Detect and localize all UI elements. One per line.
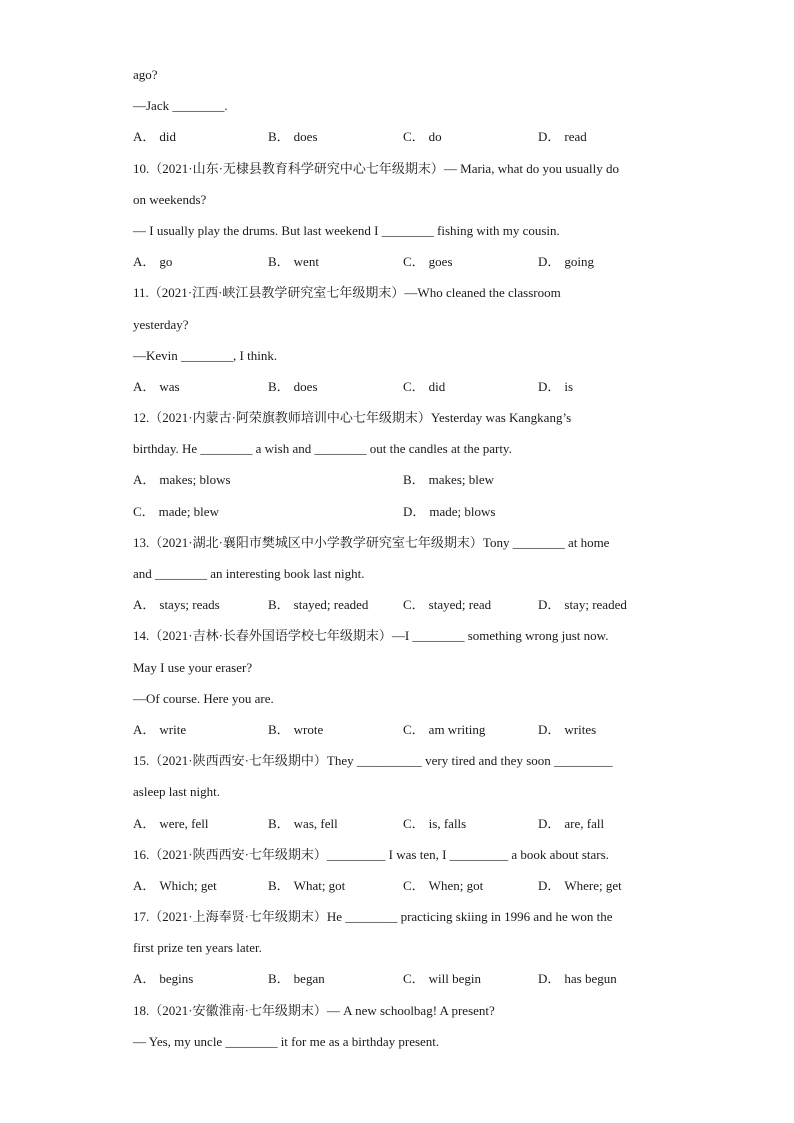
- option-text: does: [293, 378, 318, 394]
- question-block: [133, 842, 673, 904]
- question-stem-line: birthday. He ________ a wish and ________ out the candles at the party.: [133, 441, 512, 457]
- option-letter: A．: [133, 129, 156, 145]
- option-letter: D．: [538, 254, 561, 270]
- answer-option: [268, 249, 403, 280]
- options-row: [133, 499, 673, 530]
- answer-option: [538, 717, 673, 748]
- option-letter: A．: [133, 472, 156, 488]
- option-text: was, fell: [293, 815, 338, 831]
- option-letter: A．: [133, 378, 156, 394]
- answer-option: [538, 811, 673, 842]
- question-stem-line: ago?: [133, 67, 158, 82]
- answer-option: [403, 717, 538, 748]
- option-text: read: [564, 129, 587, 145]
- answer-option: [133, 592, 268, 623]
- option-text: did: [428, 378, 446, 394]
- question-stem-line: —Jack ________.: [133, 98, 228, 114]
- option-text: stayed; readed: [293, 597, 369, 613]
- option-text: has begun: [564, 971, 617, 987]
- option-text: writes: [564, 721, 597, 737]
- question-block: [133, 623, 673, 748]
- question-stem-line: and ________ an interesting book last night.: [133, 566, 365, 581]
- option-letter: A．: [133, 971, 156, 987]
- option-letter: A．: [133, 877, 156, 893]
- option-text: makes; blows: [159, 472, 231, 488]
- option-text: are, fall: [564, 815, 605, 831]
- option-letter: B．: [268, 815, 290, 831]
- option-letter: C．: [403, 721, 425, 737]
- option-text: is: [564, 378, 574, 394]
- option-text: went: [293, 254, 319, 270]
- options-row: [133, 467, 673, 498]
- option-letter: A．: [133, 597, 156, 613]
- question-stem-line: —Kevin ________, I think.: [133, 347, 278, 363]
- option-letter: C．: [403, 378, 425, 394]
- option-letter: C．: [403, 254, 425, 270]
- options-row: [133, 124, 673, 155]
- question-stem-line: —Of course. Here you are.: [133, 690, 274, 706]
- answer-option: [403, 873, 538, 904]
- option-text: What; got: [293, 877, 346, 893]
- option-text: write: [159, 721, 187, 737]
- question-stem-line: on weekends?: [133, 191, 207, 207]
- option-letter: B．: [268, 254, 290, 270]
- option-letter: C．: [403, 815, 425, 831]
- options-row: [133, 873, 673, 904]
- option-text: made; blows: [429, 503, 496, 519]
- option-text: begins: [159, 971, 194, 987]
- option-text: did: [159, 129, 177, 145]
- option-letter: B．: [268, 378, 290, 394]
- answer-option: [538, 374, 673, 405]
- option-text: Where; get: [564, 877, 622, 893]
- question-stem-line: first prize ten years later.: [133, 940, 262, 956]
- answer-option: [403, 467, 673, 498]
- answer-option: [268, 124, 403, 155]
- question-stem-line: 10.（2021·山东·无棣县教育科学研究中心七年级期末）— Maria, what do you usually do: [133, 160, 620, 176]
- question-stem-line: 13.（2021·湖北·襄阳市樊城区中小学教学研究室七年级期末）Tony ________ at home: [133, 534, 610, 550]
- option-letter: C．: [403, 597, 425, 613]
- question-stem-line: — I usually play the drums. But last weekend I ________ fishing with my cousin.: [133, 222, 560, 238]
- answer-option: [403, 966, 538, 997]
- option-text: began: [293, 971, 325, 987]
- answer-option: [133, 249, 268, 280]
- option-letter: C．: [403, 971, 425, 987]
- option-text: made; blew: [158, 503, 219, 519]
- question-block: [133, 904, 673, 998]
- answer-option: [403, 374, 538, 405]
- answer-option: [538, 966, 673, 997]
- question-block: [133, 280, 673, 405]
- options-row: [133, 249, 673, 280]
- question-stem-line: — Yes, my uncle ________ it for me as a birthday present.: [133, 1033, 440, 1049]
- option-text: going: [564, 254, 595, 270]
- option-text: was: [159, 378, 180, 394]
- question-stem-line: 12.（2021·内蒙古·阿荣旗教师培训中心七年级期末）Yesterday was Kangkang’s: [133, 410, 572, 426]
- question-stem-line: asleep last night.: [133, 784, 221, 800]
- option-text: goes: [428, 254, 453, 270]
- answer-option: [133, 124, 268, 155]
- option-text: Which; get: [159, 877, 217, 893]
- answer-option: [133, 873, 268, 904]
- answer-option: [268, 873, 403, 904]
- question-stem-line: May I use your eraser?: [133, 659, 253, 675]
- option-letter: D．: [538, 877, 561, 893]
- answer-option: [133, 499, 403, 530]
- option-letter: C．: [403, 877, 425, 893]
- question-block: [133, 156, 673, 281]
- option-text: stays; reads: [159, 597, 220, 613]
- answer-option: [538, 249, 673, 280]
- answer-option: [538, 873, 673, 904]
- answer-option: [268, 717, 403, 748]
- option-letter: D．: [538, 815, 561, 831]
- answer-option: [268, 811, 403, 842]
- option-letter: D．: [538, 378, 561, 394]
- question-stem-line: 15.（2021·陕西西安·七年级期中）They __________ very tired and they soon _________: [133, 753, 613, 769]
- option-letter: B．: [268, 129, 290, 145]
- question-stem-line: 17.（2021·上海奉贤·七年级期末）He ________ practicing skiing in 1996 and he won the: [133, 909, 613, 925]
- option-text: is, falls: [428, 815, 467, 831]
- option-text: makes; blew: [428, 472, 495, 488]
- options-row: [133, 717, 673, 748]
- question-block: [133, 62, 673, 156]
- question-block: [133, 998, 673, 1060]
- options-row: [133, 374, 673, 405]
- option-letter: D．: [403, 503, 426, 519]
- answer-option: [268, 374, 403, 405]
- question-stem-line: 14.（2021·吉林·长春外国语学校七年级期末）—I ________ something wrong just now.: [133, 628, 609, 644]
- question-stem-line: 11.（2021·江西·峡江县教学研究室七年级期末）—Who cleaned the classroom: [133, 285, 561, 301]
- option-text: does: [293, 129, 318, 145]
- option-letter: B．: [268, 971, 290, 987]
- answer-option: [403, 592, 538, 623]
- option-text: am writing: [428, 721, 486, 737]
- answer-option: [403, 499, 673, 530]
- answer-option: [538, 592, 673, 623]
- answer-option: [133, 717, 268, 748]
- answer-option: [403, 124, 538, 155]
- option-letter: C．: [403, 129, 425, 145]
- option-letter: B．: [268, 877, 290, 893]
- answer-option: [403, 811, 538, 842]
- option-text: will begin: [428, 971, 482, 987]
- question-block: [133, 530, 673, 624]
- option-text: stay; readed: [564, 597, 627, 613]
- option-letter: B．: [268, 597, 290, 613]
- option-letter: B．: [403, 472, 425, 488]
- option-letter: D．: [538, 721, 561, 737]
- answer-option: [133, 811, 268, 842]
- answer-option: [133, 966, 268, 997]
- option-text: were, fell: [159, 815, 209, 831]
- question-block: [133, 405, 673, 530]
- question-stem-line: 16.（2021·陕西西安·七年级期末）_________ I was ten, I _________ a book about stars.: [133, 846, 609, 862]
- answer-option: [268, 966, 403, 997]
- question-stem-line: yesterday?: [133, 316, 189, 332]
- option-letter: A．: [133, 254, 156, 270]
- option-letter: A．: [133, 721, 156, 737]
- worksheet-page: [133, 62, 673, 1060]
- option-text: stayed; read: [428, 597, 492, 613]
- option-text: do: [428, 129, 442, 145]
- option-letter: D．: [538, 971, 561, 987]
- option-letter: D．: [538, 597, 561, 613]
- answer-option: [538, 124, 673, 155]
- option-text: go: [159, 254, 173, 270]
- answer-option: [133, 374, 268, 405]
- question-block: [133, 748, 673, 842]
- options-row: [133, 592, 673, 623]
- answer-option: [268, 592, 403, 623]
- option-letter: B．: [268, 721, 290, 737]
- options-row: [133, 811, 673, 842]
- option-text: wrote: [293, 721, 324, 737]
- options-row: [133, 966, 673, 997]
- question-stem-line: 18.（2021·安徽淮南·七年级期末）— A new schoolbag! A present?: [133, 1002, 495, 1018]
- option-text: When; got: [428, 877, 484, 893]
- option-letter: D．: [538, 129, 561, 145]
- option-letter: C．: [133, 503, 155, 519]
- answer-option: [403, 249, 538, 280]
- answer-option: [133, 467, 403, 498]
- option-letter: A．: [133, 815, 156, 831]
